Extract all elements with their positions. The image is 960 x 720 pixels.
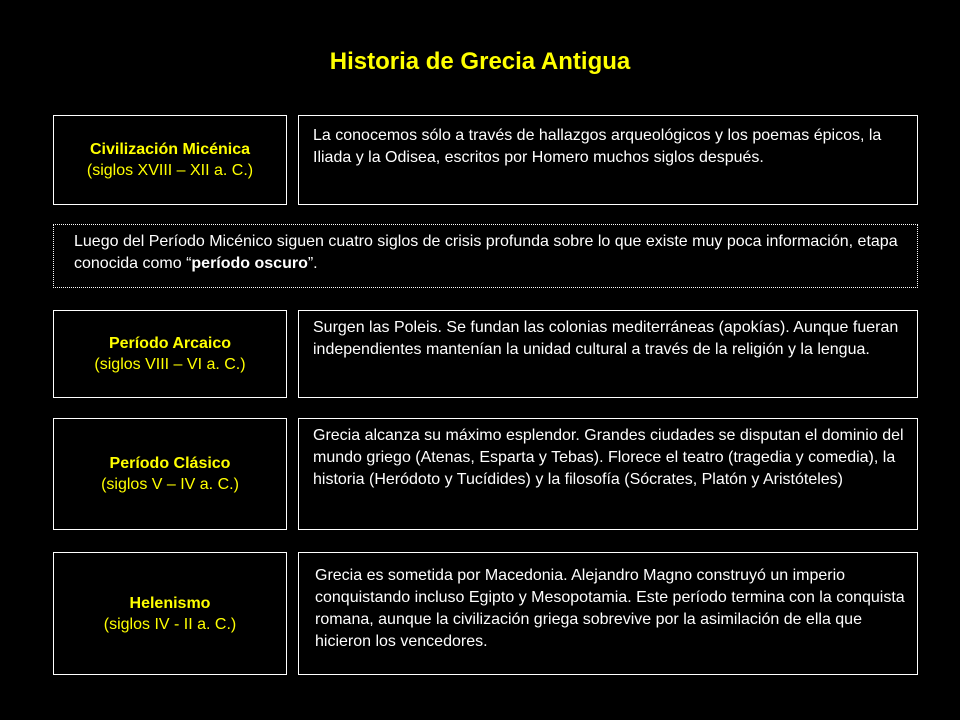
period-dates: (siglos IV - II a. C.) (103, 615, 237, 633)
period-dates: (siglos V – IV a. C.) (101, 476, 239, 493)
period-label-clasico (53, 418, 287, 530)
period-description-helenismo: Grecia es sometida por Macedonia. Alejandro Magno construyó un imperio conquistando incluso Egipto y Mesopotamia. Este período termina con la conquista romana, aunque la civilización griega sobrevive por la asimilación de ella que hicieron los vencedores. (298, 552, 918, 675)
crisis-text-before: Luego del Período Micénico siguen cuatro siglos de crisis profunda sobre lo que existe muy poca información, etapa conocida como “ (74, 233, 898, 272)
period-description-micenica: La conocemos sólo a través de hallazgos arqueológicos y los poemas épicos, la Iliada y la Odisea, escritos por Homero muchos siglos después. (298, 115, 918, 205)
period-description-arcaico: Surgen las Poleis. Se fundan las colonias mediterráneas (apokías). Aunque fueran independientes mantenían la unidad cultural a través de la religión y la lengua. (298, 310, 918, 398)
period-label-arcaico (53, 310, 287, 398)
period-name: Período Clásico (109, 455, 231, 472)
crisis-note (53, 224, 918, 288)
crisis-emphasis: período oscuro (191, 255, 308, 272)
period-dates: (siglos XVIII – XII a. C.) (86, 162, 254, 179)
period-name: Civilización Micénica (89, 141, 251, 158)
period-label-micenica (53, 115, 287, 205)
period-description-clasico: Grecia alcanza su máximo esplendor. Grandes ciudades se disputan el dominio del mundo griego (Atenas, Esparta y Tebas). Florece el teatro (tragedia y comedia), la historia (Heródoto y Tucídides) y la filosofía (Sócrates, Platón y Aristóteles) (298, 418, 918, 530)
period-name: Helenismo (129, 594, 211, 612)
page-title: Historia de Grecia Antigua (329, 48, 631, 75)
crisis-text-after: ”. (307, 255, 318, 272)
period-name: Período Arcaico (108, 335, 232, 352)
period-dates: (siglos VIII – VI a. C.) (94, 356, 246, 373)
period-label-helenismo (53, 552, 287, 675)
